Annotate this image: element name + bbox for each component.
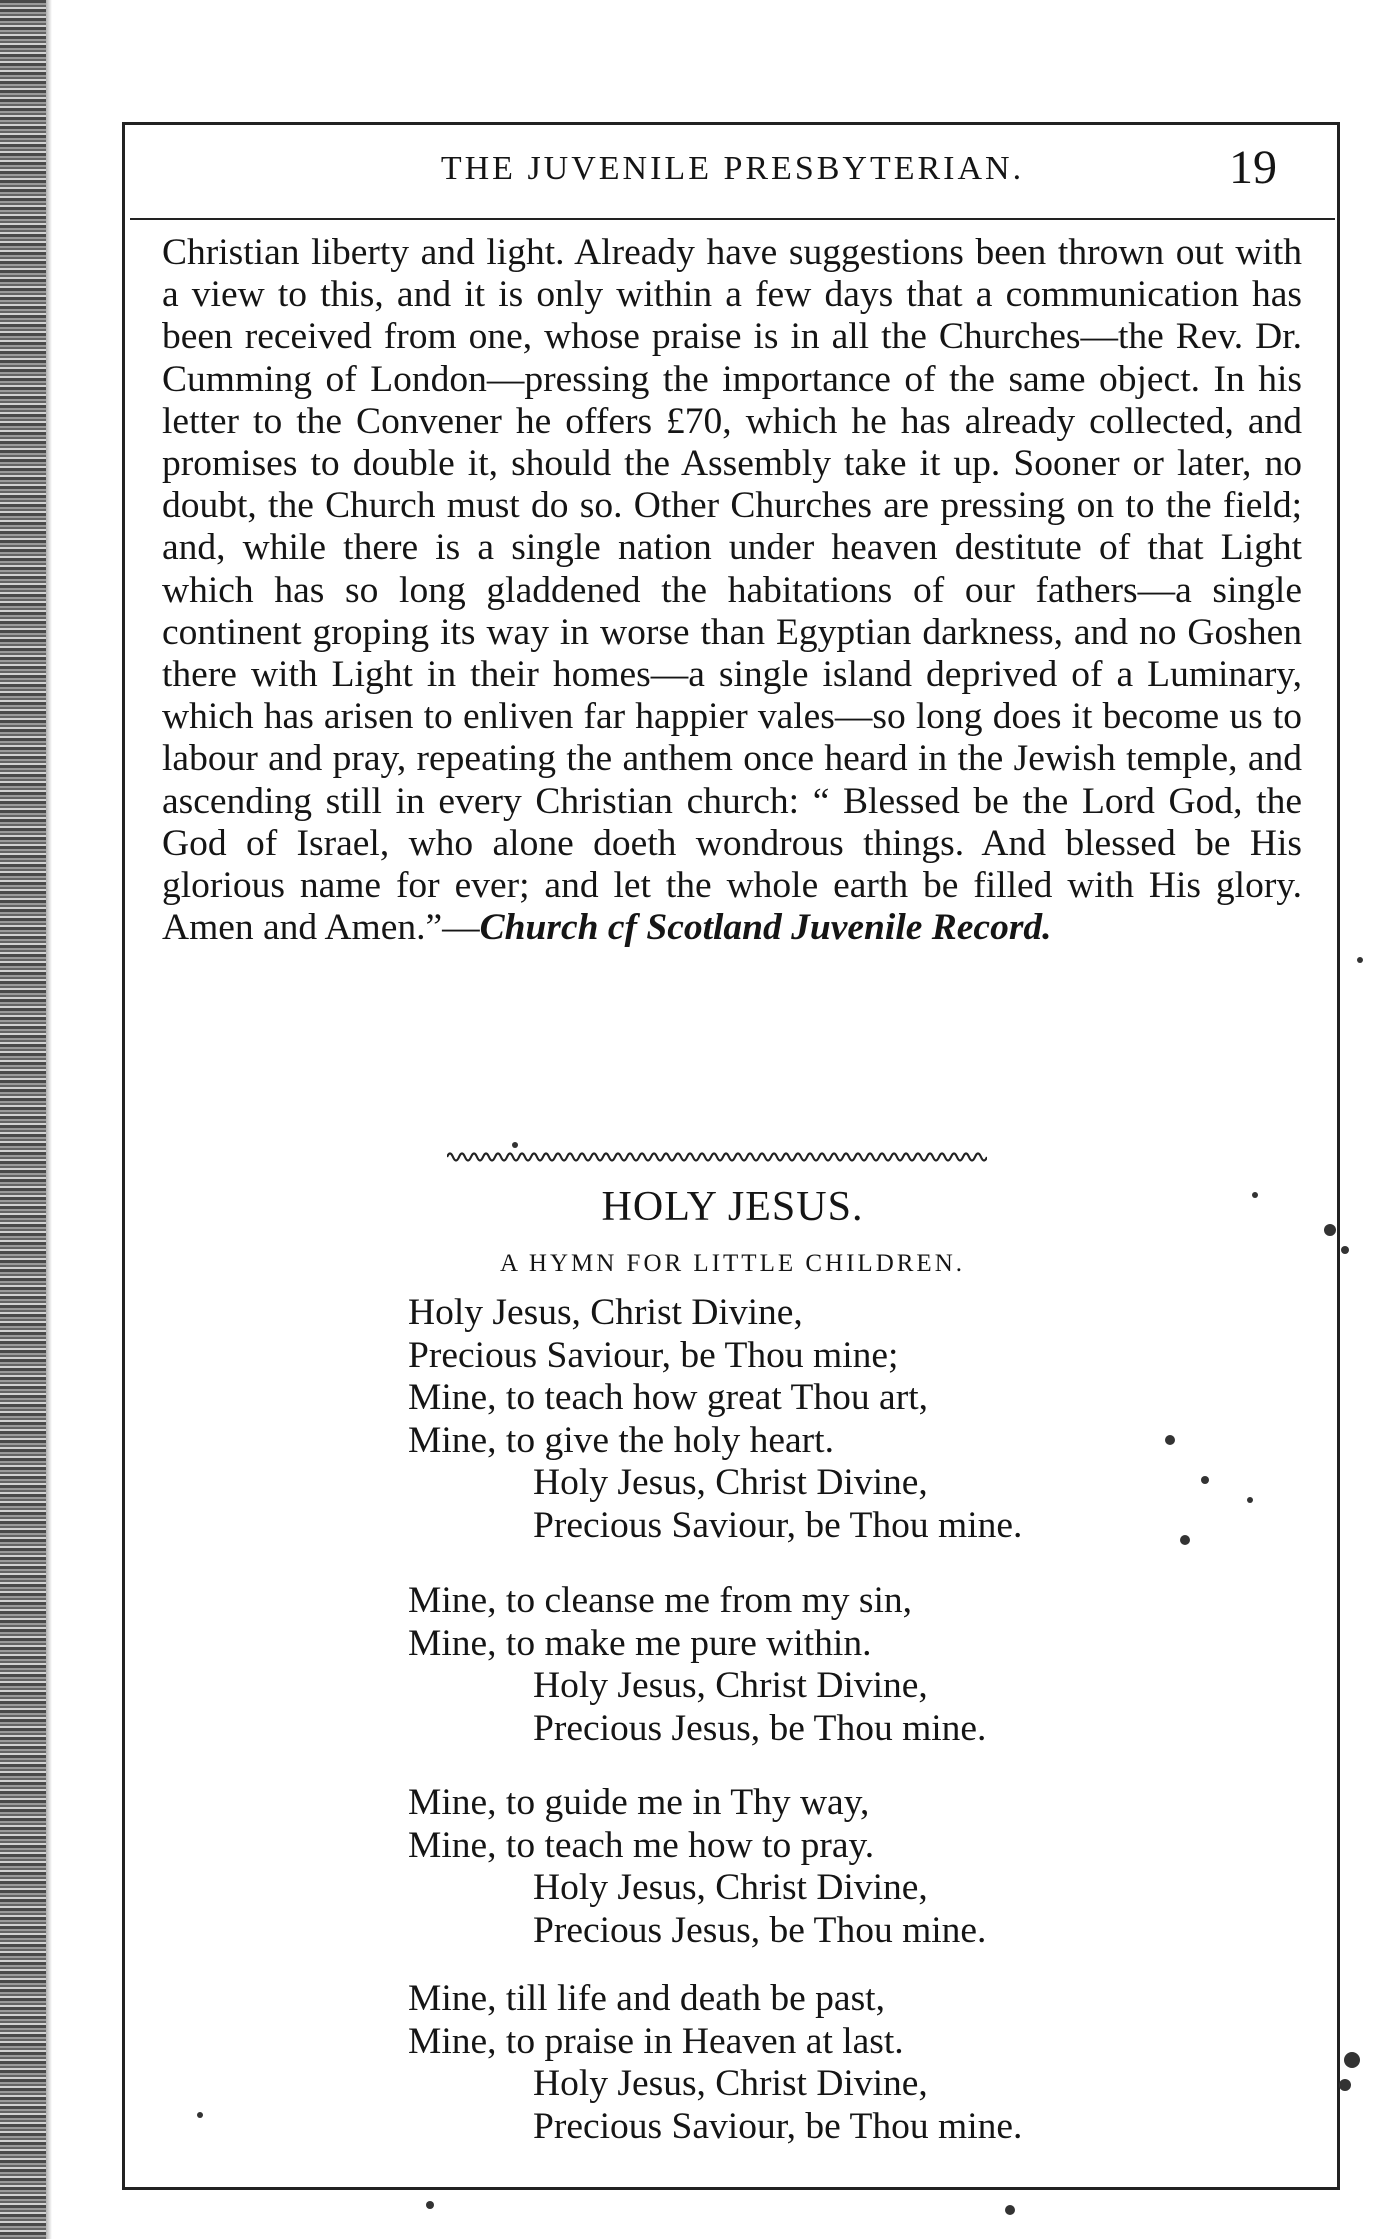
refrain-line: Holy Jesus, Christ Divine, [533,1867,928,1908]
verse-line: Mine, to teach how great Thou art, [408,1377,928,1418]
refrain-line: Precious Saviour, be Thou mine. [533,2105,1023,2147]
verse-line: Mine, till life and death be past, [408,1978,885,2019]
verse-line: Precious Saviour, be Thou mine; [408,1334,899,1376]
hymn-verse-2 [408,1580,986,1750]
running-header [130,140,1335,210]
page-binding-edge [0,0,46,2239]
running-title: THE JUVENILE PRESBYTERIAN. [440,150,1025,187]
header-rule [130,218,1335,220]
article-paragraph [162,232,1302,949]
verse-line: Mine, to cleanse me from my sin, [408,1580,913,1621]
verse-line: Mine, to teach me how to pray. [408,1824,875,1866]
hymn-subtitle: A HYMN FOR LITTLE CHILDREN. [499,1250,965,1277]
hymn-title: HOLY JESUS. [601,1184,864,1230]
verse-line: Mine, to give the holy heart. [408,1419,834,1461]
hymn-verse-3 [408,1782,986,1952]
hymn-verse-1 [408,1292,1022,1547]
refrain-line: Holy Jesus, Christ Divine, [533,1462,928,1503]
verse-line: Mine, to praise in Heaven at last. [408,2020,904,2062]
verse-line: Mine, to make me pure within. [408,1622,872,1664]
article-body [162,232,1302,949]
refrain-line: Precious Jesus, be Thou mine. [533,1909,987,1951]
page-number: 19 [1229,141,1277,194]
wavy-rule-ornament [447,1148,987,1166]
verse-line: Mine, to guide me in Thy way, [408,1782,870,1823]
refrain-line: Holy Jesus, Christ Divine, [533,1665,928,1706]
refrain-line: Precious Saviour, be Thou mine. [533,1504,1023,1546]
refrain-line: Holy Jesus, Christ Divine, [533,2063,928,2104]
hymn-verse-4 [408,1978,1022,2148]
refrain-line: Precious Jesus, be Thou mine. [533,1707,987,1749]
article-text: Christian liberty and light. Already have suggestions been thrown out with a view to this, and it is only within a few days that a communication has been received from one, whose praise is in all the Churches—the Rev. Dr. Cumming of London—pressing the importance of the same object. In his letter to the Convener he offers £70, which he has already collected, and promises to double it, should the Assembly take it up. Sooner or later, no doubt, the Church must do so. Other Churches are pressing on to the field; and, while there is a single nation under heaven destitute of that Light which has so long gladdened the habitations of our fathers—a single continent groping its way in worse than Egyptian darkness, and no Goshen there with Light in their homes—a single island deprived of a Luminary, which has arisen to enliven far happier vales—so long does it become us to labour and pray, repeating the anthem once heard in the Jewish temple, and ascending still in every Christian church: “ Blessed be the Lord God, the God of Israel, who alone doeth wondrous things. And blessed be His glorious name for ever; and let the whole earth be filled with His glory. Amen and Amen.”— [162,232,1302,949]
verse-line: Holy Jesus, Christ Divine, [408,1292,803,1333]
article-source: Church cf Scotland Juvenile Record. [479,907,1052,949]
